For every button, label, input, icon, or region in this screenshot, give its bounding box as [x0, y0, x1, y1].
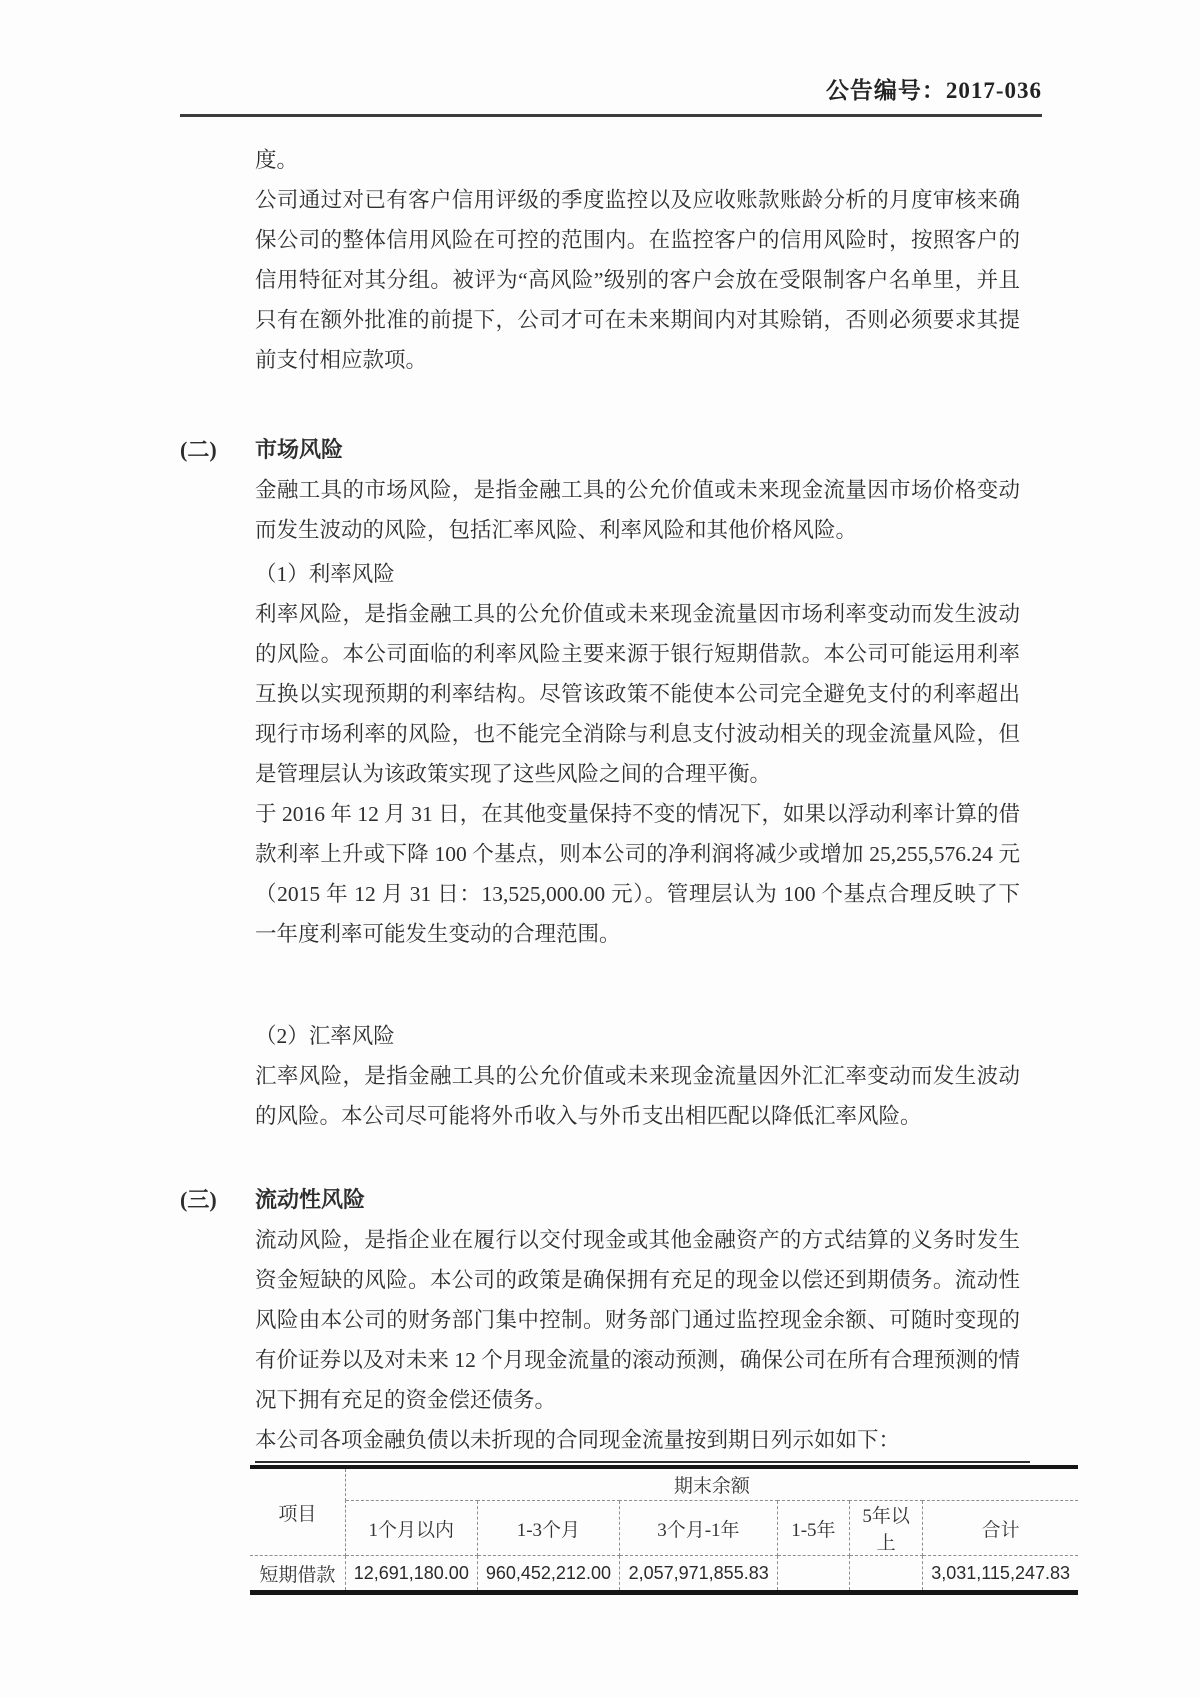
table-header-1-3-months: 1-3个月: [477, 1501, 619, 1556]
paragraph-interest-rate-2: 于 2016 年 12 月 31 日，在其他变量保持不变的情况下，如果以浮动利率计算的借款利率上升或下降 100 个基点，则本公司的净利润将减少或增加 25,255,576.24 元（2015 年 12 月 31 日：13,525,000.00 元）。管理层认为 100 个基点合理反映了下一年度利率可能发生变动的合理范围。: [255, 802, 1020, 946]
paragraph-interest-rate-1: 利率风险，是指金融工具的公允价值或未来现金流量因市场利率变动而发生波动的风险。本公司面临的利率风险主要来源于银行短期借款。本公司可能运用利率互换以实现预期的利率结构。尽管该政策不能使本公司完全避免支付的利率超出现行市场利率的风险，也不能完全消除与利息支付波动相关的现金流量风险，但是管理层认为该政策实现了这些风险之间的合理平衡。: [255, 602, 1020, 786]
section-3-title: 流动性风险: [255, 1187, 366, 1212]
announcement-number: 公告编号：2017-036: [825, 78, 1042, 103]
page-header: [180, 72, 1042, 117]
paragraph-market-risk-intro: 金融工具的市场风险，是指金融工具的公允价值或未来现金流量因市场价格变动而发生波动的风险，包括汇率风险、利率风险和其他价格风险。: [255, 478, 1020, 542]
paragraph-exchange-rate: 汇率风险，是指金融工具的公允价值或未来现金流量因外汇汇率变动而发生波动的风险。本公司尽可能将外币收入与外币支出相匹配以降低汇率风险。: [255, 1064, 1020, 1128]
cell-over-5-years: [850, 1556, 923, 1593]
cell-1-5-years: [777, 1556, 849, 1593]
section-liquidity-risk-heading: [180, 1180, 1080, 1220]
table-header-item: 项目: [250, 1467, 345, 1556]
table-header-total: 合计: [923, 1501, 1078, 1556]
subsection-interest-rate-title: （1）利率风险: [255, 562, 395, 586]
paragraph-liquidity-risk: 流动风险，是指企业在履行以交付现金或其他金融资产的方式结算的义务时发生资金短缺的风险。本公司的政策是确保拥有充足的现金以偿还到期债务。流动性风险由本公司的财务部门集中控制。财务部门通过监控现金余额、可随时变现的有价证券以及对未来 12 个月现金流量的滚动预测，确保公司在所有合理预测的情况下拥有充足的资金偿还债务。: [255, 1228, 1020, 1412]
cell-total: 3,031,115,247.83: [923, 1556, 1078, 1593]
table-header-period-balance: 期末余额: [345, 1467, 1078, 1501]
header-rule: [180, 114, 1042, 117]
section-market-risk-heading: [180, 430, 1080, 470]
table-header-3-months-1-year: 3个月-1年: [619, 1501, 777, 1556]
paragraph-leading: 度。: [255, 148, 299, 172]
table-row-short-term-borrowings: [250, 1556, 1078, 1593]
table-header-1-5-years: 1-5年: [777, 1501, 849, 1556]
document-body: [180, 130, 1080, 1595]
cell-within-1-month: 12,691,180.00: [345, 1556, 477, 1593]
table-header-over-5-years: 5年以上: [850, 1501, 923, 1556]
section-2-title: 市场风险: [255, 437, 344, 462]
section-3-label: (三): [180, 1187, 217, 1212]
subsection-exchange-rate-title: （2）汇率风险: [255, 1024, 395, 1048]
cell-item-name: 短期借款: [250, 1556, 345, 1593]
section-2-label: (二): [180, 437, 217, 462]
maturity-table: [250, 1465, 1078, 1595]
cell-1-3-months: 960,452,212.00: [477, 1556, 619, 1593]
table-header-within-1-month: 1个月以内: [345, 1501, 477, 1556]
cell-3-months-1-year: 2,057,971,855.83: [619, 1556, 777, 1593]
maturity-table-intro: 本公司各项金融负债以未折现的合同现金流量按到期日列示如如下：: [255, 1420, 1030, 1463]
paragraph-credit-risk: 公司通过对已有客户信用评级的季度监控以及应收账款账龄分析的月度审核来确保公司的整体信用风险在可控的范围内。在监控客户的信用风险时，按照客户的信用特征对其分组。被评为“高风险”级别的客户会放在受限制客户名单里，并且只有在额外批准的前提下，公司才可在未来期间内对其赊销，否则必须要求其提前支付相应款项。: [255, 188, 1020, 372]
